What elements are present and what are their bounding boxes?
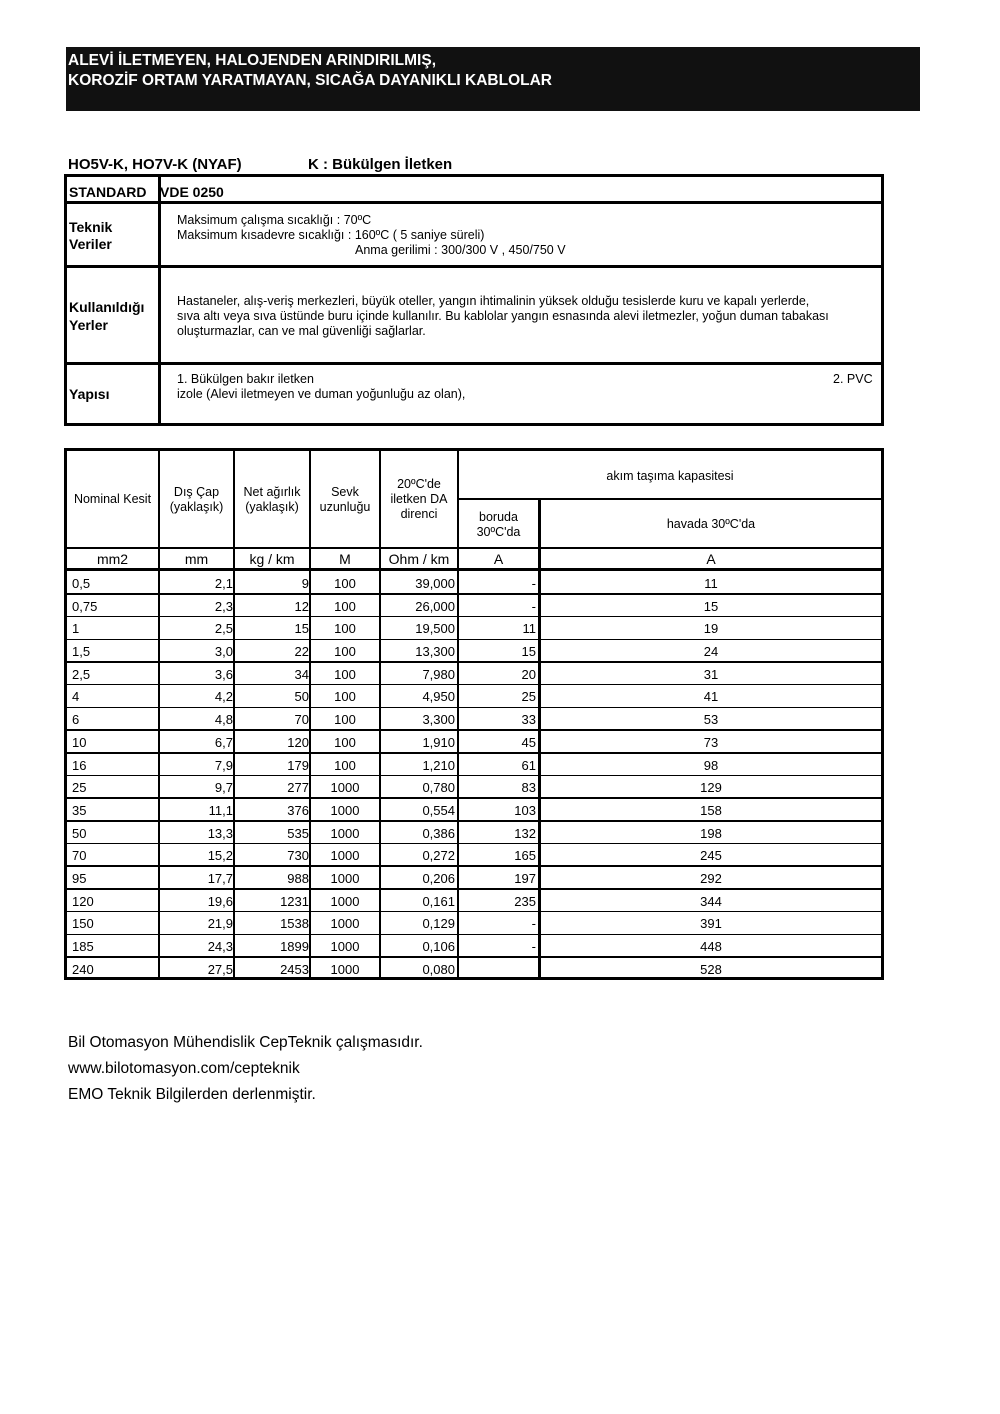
cell-sevk: 1000 [330, 802, 360, 818]
cell-direnc: 4,950 [422, 689, 455, 705]
cell-dis-cap: 2,3 [214, 598, 233, 614]
header-dis-cap-2: (yaklaşık) [169, 500, 224, 514]
cell-direnc: 0,272 [422, 848, 455, 864]
cell-boruda: 25 [521, 689, 536, 705]
cell-dis-cap: 19,6 [207, 893, 233, 909]
cell-havada: 528 [700, 961, 722, 977]
cell-direnc: 3,300 [422, 712, 455, 728]
cell-sevk: 1000 [330, 916, 360, 932]
cell-direnc: 0,129 [422, 916, 455, 932]
cell-havada: 344 [700, 893, 722, 909]
header-direnc-2: iletken DA [390, 492, 448, 506]
cell-nominal: 240 [72, 961, 94, 977]
cell-direnc: 0,161 [422, 893, 455, 909]
cell-dis-cap: 17,7 [207, 870, 233, 886]
cell-direnc: 39,000 [415, 576, 455, 591]
cell-net-agirlik: 50 [294, 689, 309, 705]
cell-direnc: 13,300 [415, 644, 455, 660]
kullanim-label-1: Kullanıldığı [69, 299, 145, 315]
header-direnc-1: 20ºC'de [397, 477, 441, 491]
cell-sevk: 1000 [330, 939, 360, 954]
cell-boruda: 165 [514, 848, 536, 864]
table-row [67, 708, 881, 731]
cell-net-agirlik: 1231 [280, 893, 309, 909]
cell-direnc: 0,386 [422, 825, 455, 841]
cable-codes: HO5V-K, HO7V-K (NYAF) [68, 156, 242, 173]
cell-net-agirlik: 120 [287, 734, 309, 750]
cell-net-agirlik: 179 [287, 757, 309, 773]
cell-net-agirlik: 15 [294, 621, 309, 637]
unit-sevk: M [339, 551, 351, 567]
cell-havada: 31 [703, 666, 719, 682]
table-row [67, 754, 881, 777]
cell-dis-cap: 7,9 [214, 757, 233, 773]
cell-dis-cap: 21,9 [207, 916, 233, 932]
cell-havada: 19 [703, 621, 719, 637]
cell-boruda: 103 [514, 802, 536, 818]
cell-dis-cap: 3,6 [214, 666, 233, 682]
cell-boruda: 33 [521, 712, 536, 728]
yapi-line-1: 1. Bükülgen bakır iletken [177, 372, 314, 386]
cell-sevk: 1000 [330, 961, 360, 977]
cell-havada: 158 [700, 802, 722, 818]
cell-direnc: 1,910 [422, 734, 455, 750]
unit-direnc: Ohm / km [388, 551, 450, 567]
cell-sevk: 100 [334, 644, 356, 660]
header-havada: havada 30ºC'da [666, 517, 756, 531]
cell-net-agirlik: 535 [287, 825, 309, 841]
cell-nominal: 4 [72, 689, 80, 705]
cell-sevk: 100 [334, 598, 356, 614]
cell-sevk: 1000 [330, 893, 360, 909]
cell-direnc: 0,106 [422, 939, 455, 954]
cell-dis-cap: 13,3 [207, 825, 233, 841]
cell-dis-cap: 3,0 [214, 644, 233, 660]
cable-subtitle [68, 156, 453, 173]
unit-net: kg / km [249, 551, 295, 567]
cell-dis-cap: 11,1 [208, 802, 233, 818]
teknik-line-2: Maksimum kısadevre sıcaklığı : 160ºC ( 5 saniye süreli) [177, 228, 485, 242]
kullanim-line-3: oluşturmazlar, can ve mal güvenliği sağlarlar. [177, 324, 426, 338]
kullanim-label-2: Yerler [69, 317, 108, 333]
cell-boruda: 20 [521, 666, 536, 682]
cell-direnc: 0,554 [422, 802, 455, 818]
cell-nominal: 95 [72, 870, 87, 886]
cell-boruda: 132 [514, 825, 536, 841]
cell-boruda: - [531, 576, 536, 591]
cell-net-agirlik: 1538 [280, 916, 309, 932]
header-boruda-2: 30ºC'da [476, 525, 521, 539]
unit-havada: A [706, 551, 716, 567]
title-line-1: ALEVİ İLETMEYEN, HALOJENDEN ARINDIRILMIŞ, [68, 52, 437, 69]
cell-boruda: 45 [521, 734, 536, 750]
footer-line-3: EMO Teknik Bilgilerden derlenmiştir. [68, 1086, 316, 1103]
cell-net-agirlik: 376 [287, 802, 309, 818]
header-net-2: (yaklaşık) [245, 500, 299, 514]
yapi-line-2: izole (Alevi iletmeyen ve duman yoğunluğu az olan), [177, 387, 466, 401]
table-row [67, 822, 881, 845]
cell-havada: 292 [700, 870, 722, 886]
cell-net-agirlik: 988 [287, 870, 309, 886]
cell-net-agirlik: 22 [294, 644, 309, 660]
cell-direnc: 19,500 [415, 621, 455, 637]
header-boruda [459, 510, 538, 540]
cell-havada: 53 [703, 712, 719, 728]
cell-nominal: 16 [72, 757, 87, 773]
cell-havada: 15 [703, 598, 719, 614]
teknik-label-1: Teknik [69, 219, 113, 235]
cell-havada: 24 [703, 644, 719, 660]
cell-direnc: 1,210 [422, 757, 455, 773]
cell-boruda: - [531, 916, 536, 932]
cell-boruda: 11 [522, 621, 536, 637]
cell-havada: 391 [700, 916, 722, 932]
cell-sevk: 100 [334, 576, 356, 591]
header-divider [67, 568, 881, 571]
cell-sevk: 100 [334, 712, 356, 728]
unit-boruda: A [493, 551, 504, 567]
footer-line-1: Bil Otomasyon Mühendislik CepTeknik çalışmasıdır. [68, 1034, 423, 1051]
table-row [67, 958, 881, 981]
cell-net-agirlik: 70 [294, 712, 309, 728]
cell-boruda: - [531, 939, 536, 954]
cell-direnc: 0,780 [422, 780, 455, 796]
header-sevk-1: Sevk [331, 485, 359, 499]
table-row [67, 685, 881, 708]
table-row [67, 572, 881, 595]
cell-nominal: 0,5 [72, 576, 91, 591]
header-divider [67, 547, 881, 549]
footer-notes [68, 1030, 423, 1108]
header-divider [457, 498, 881, 500]
yapi-line-1-right: 2. PVC [833, 372, 873, 386]
table-row [67, 867, 881, 890]
cell-sevk: 100 [334, 689, 356, 705]
cell-nominal: 2,5 [72, 666, 91, 682]
cell-dis-cap: 6,7 [214, 734, 233, 750]
cell-dis-cap: 9,7 [214, 780, 233, 796]
title-line-2: KOROZİF ORTAM YARATMAYAN, SICAĞA DAYANIKLI KABLOLAR [68, 72, 552, 89]
cell-sevk: 1000 [330, 848, 360, 864]
spec-divider [67, 265, 881, 268]
cell-direnc: 7,980 [422, 666, 455, 682]
cell-nominal: 70 [72, 848, 87, 864]
table-row [67, 799, 881, 822]
cell-boruda: - [531, 598, 536, 614]
cell-sevk: 1000 [330, 870, 360, 886]
yapi-label: Yapısı [69, 386, 110, 402]
header-direnc-3: direnci [400, 507, 438, 521]
table-row [67, 776, 881, 799]
table-row [67, 663, 881, 686]
cell-sevk: 1000 [330, 825, 360, 841]
cell-havada: 41 [703, 689, 719, 705]
cell-nominal: 0,75 [72, 598, 98, 614]
cell-sevk: 100 [334, 757, 356, 773]
header-akim: akım taşıma kapasitesi [606, 469, 734, 483]
cell-net-agirlik: 277 [287, 780, 309, 796]
cell-havada: 245 [700, 848, 722, 864]
table-row [67, 844, 881, 867]
table-row [67, 731, 881, 754]
cell-direnc: 0,206 [422, 870, 455, 886]
unit-dis-cap: mm [184, 551, 209, 567]
cell-boruda: 197 [514, 870, 536, 886]
table-row [67, 595, 881, 618]
cell-havada: 98 [703, 757, 719, 773]
cell-dis-cap: 2,5 [214, 621, 233, 637]
cell-dis-cap: 24,3 [207, 939, 233, 954]
cell-net-agirlik: 9 [301, 576, 309, 591]
header-net-1: Net ağırlık [243, 485, 301, 499]
header-sevk [311, 485, 379, 515]
cell-net-agirlik: 34 [294, 666, 309, 682]
header-dis-cap [160, 485, 233, 515]
cell-nominal: 1,5 [72, 644, 91, 660]
cell-boruda: 83 [521, 780, 536, 796]
cell-havada: 129 [700, 780, 722, 796]
cell-direnc: 26,000 [415, 598, 455, 614]
header-nominal: Nominal Kesit [73, 492, 152, 506]
cell-nominal: 185 [72, 939, 94, 954]
cell-boruda: 61 [521, 757, 536, 773]
cell-nominal: 120 [72, 893, 94, 909]
unit-nominal: mm2 [96, 551, 129, 567]
cell-net-agirlik: 2453 [280, 961, 309, 977]
cell-sevk: 1000 [330, 780, 360, 796]
cell-sevk: 100 [334, 734, 356, 750]
cell-net-agirlik: 1899 [280, 939, 309, 954]
cell-dis-cap: 15,2 [207, 848, 233, 864]
cell-dis-cap: 27,5 [207, 961, 233, 977]
kullanim-line-2: sıva altı veya sıva üstünde buru içinde kullanılır. Bu kablolar yangın esnasında alevi iletmezler, yoğun duman tabakası [177, 309, 829, 323]
cell-nominal: 25 [72, 780, 87, 796]
cell-nominal: 10 [72, 734, 87, 750]
title-banner [66, 47, 920, 111]
cell-nominal: 1 [72, 621, 80, 637]
cell-havada: 11 [704, 576, 718, 591]
spec-divider [67, 201, 881, 204]
cell-boruda: 235 [514, 893, 536, 909]
cell-nominal: 6 [72, 712, 80, 728]
cell-dis-cap: 4,2 [214, 689, 233, 705]
standard-value: VDE 0250 [160, 184, 224, 200]
header-sevk-2: uzunluğu [319, 500, 371, 514]
header-boruda-1: boruda [479, 510, 518, 524]
standard-label: STANDARD [69, 184, 147, 200]
conductor-type: K : Bükülgen İletken [308, 156, 453, 173]
cell-havada: 73 [703, 734, 719, 750]
header-direnc [381, 477, 457, 522]
cell-havada: 448 [700, 939, 722, 954]
cell-dis-cap: 2,1 [214, 576, 233, 591]
spec-divider-vertical [158, 177, 161, 423]
cell-nominal: 35 [72, 802, 87, 818]
table-row [67, 935, 881, 958]
teknik-label-2: Veriler [69, 236, 112, 252]
cell-direnc: 0,080 [422, 961, 455, 977]
teknik-line-1: Maksimum çalışma sıcaklığı : 70ºC [177, 213, 372, 227]
cell-net-agirlik: 12 [294, 598, 309, 614]
spec-divider [67, 362, 881, 365]
teknik-line-3: Anma gerilimi : 300/300 V , 450/750 V [355, 243, 566, 257]
cell-nominal: 50 [72, 825, 87, 841]
spec-box [64, 174, 884, 426]
table-body [67, 572, 881, 980]
cell-sevk: 100 [334, 666, 356, 682]
header-dis-cap-1: Dış Çap [173, 485, 220, 499]
cell-sevk: 100 [334, 621, 356, 637]
cell-net-agirlik: 730 [287, 848, 309, 864]
cell-dis-cap: 4,8 [214, 712, 233, 728]
table-row [67, 617, 881, 640]
kullanim-line-1: Hastaneler, alış-veriş merkezleri, büyük oteller, yangın ihtimalinin yüksek olduğu tesislerde kuru ve kapalı yerlerde, [177, 294, 810, 308]
cable-data-table [64, 448, 884, 980]
cell-nominal: 150 [72, 916, 94, 932]
footer-line-2: www.bilotomasyon.com/cepteknik [68, 1060, 300, 1077]
cell-boruda: 15 [521, 644, 536, 660]
cell-havada: 198 [700, 825, 722, 841]
header-net-agirlik [235, 485, 309, 515]
table-row [67, 890, 881, 913]
table-row [67, 640, 881, 663]
table-row [67, 912, 881, 935]
